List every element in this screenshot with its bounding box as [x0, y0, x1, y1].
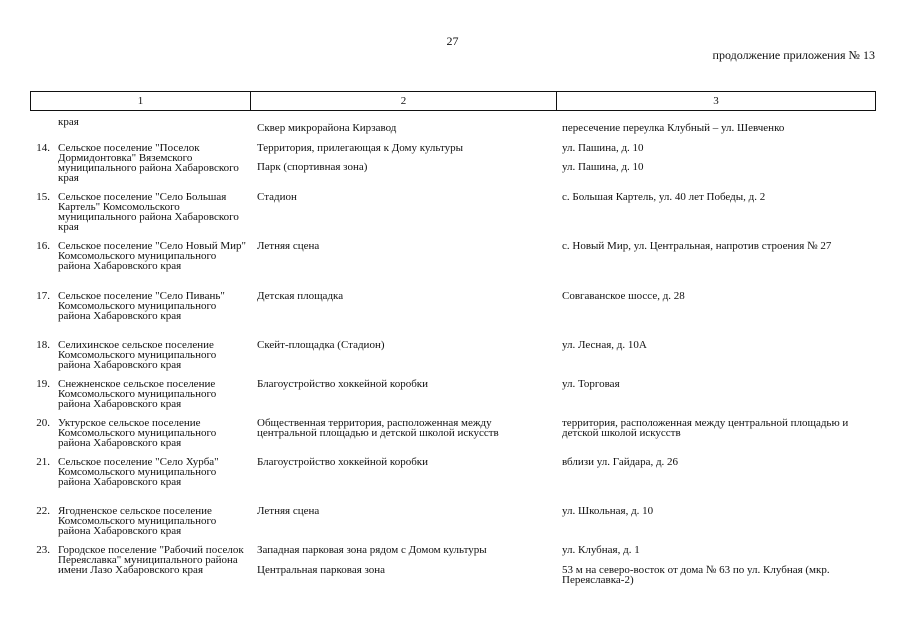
object-name: Западная парковая зона рядом с Домом культуры [257, 544, 487, 556]
header-col-2: 2 [251, 92, 557, 110]
row-number: 22. [36, 505, 50, 517]
object-address: 53 м на северо-восток от дома № 63 по ул. Клубная (мкр. Переяславка-2) [562, 564, 830, 586]
table-header [30, 91, 876, 111]
object-address: вблизи ул. Гайдара, д. 26 [562, 456, 679, 468]
settlement-name: Сельское поселение "Поселок Дормидонтовка" Вяземского муниципального района Хабаровского края [58, 142, 239, 184]
object-name: Благоустройство хоккейной коробки [257, 378, 429, 390]
settlement-name: Сельское поселение "Село Новый Мир" Комсомольского муниципального района Хабаровского края [58, 240, 247, 272]
object-address: с. Большая Картель, ул. 40 лет Победы, д. 2 [562, 191, 766, 203]
object-address: Совгаванское шоссе, д. 28 [562, 290, 685, 302]
row-number: 23. [36, 544, 50, 556]
header-col-3: 3 [713, 95, 719, 107]
object-address: ул. Клубная, д. 1 [562, 544, 640, 556]
settlement-name: Ягодненское сельское поселение Комсомольского муниципального района Хабаровского края [58, 505, 217, 537]
settlement-name: Сельское поселение "Село Пивань" Комсомольского муниципального района Хабаровского края [58, 290, 225, 322]
settlement-name: края [58, 116, 79, 128]
object-name: Летняя сцена [257, 240, 320, 252]
object-address: ул. Пашина, д. 10 [562, 142, 644, 154]
settlement-name: Сельское поселение "Село Хурба" Комсомольского муниципального района Хабаровского края [58, 456, 219, 488]
object-address: ул. Пашина, д. 10 [562, 161, 644, 173]
row-number: 21. [36, 456, 50, 468]
object-name: Детская площадка [257, 290, 344, 302]
object-address: пересечение переулка Клубный – ул. Шевченко [562, 122, 785, 134]
settlement-name: Сельское поселение "Село Большая Картель" Комсомольского муниципального района Хабаровского края [58, 191, 239, 233]
settlement-name: Городское поселение "Рабочий поселок Переяславка" муниципального района имени Лазо Хабаровского края [58, 544, 244, 576]
object-name: Скейт-площадка (Стадион) [257, 339, 385, 351]
header-col-1: 1 [31, 92, 251, 110]
row-number: 18. [36, 339, 50, 351]
row-number: 17. [36, 290, 50, 302]
object-address: ул. Торговая [562, 378, 620, 390]
object-name: Центральная парковая зона [257, 564, 386, 576]
object-address: территория, расположенная между центральной площадью и детской школой искусств [562, 417, 849, 439]
object-address: с. Новый Мир, ул. Центральная, напротив строения № 27 [562, 240, 832, 252]
object-name: Летняя сцена [257, 505, 320, 517]
row-number: 19. [36, 378, 50, 390]
row-number: 14. [36, 142, 50, 154]
object-address: ул. Лесная, д. 10А [562, 339, 647, 351]
settlement-name: Снежненское сельское поселение Комсомольского муниципального района Хабаровского края [58, 378, 217, 410]
object-name: Стадион [257, 191, 297, 203]
continuation-note: продолжение приложения № 13 [712, 48, 875, 62]
row-number: 16. [36, 240, 50, 252]
object-name: Благоустройство хоккейной коробки [257, 456, 429, 468]
object-address: ул. Школьная, д. 10 [562, 505, 654, 517]
settlement-name: Селихинское сельское поселение Комсомольского муниципального района Хабаровского края [58, 339, 217, 371]
row-number: 20. [36, 417, 50, 429]
page-number: 27 [446, 34, 459, 48]
settlement-name: Уктурское сельское поселение Комсомольского муниципального района Хабаровского края [58, 417, 217, 449]
object-name: Сквер микрорайона Кирзавод [257, 122, 397, 134]
object-name: Общественная территория, расположенная между центральной площадью и детской школой искусств [257, 417, 499, 439]
row-number: 15. [36, 191, 50, 203]
object-name: Территория, прилегающая к Дому культуры [257, 142, 464, 154]
object-name: Парк (спортивная зона) [257, 161, 368, 173]
